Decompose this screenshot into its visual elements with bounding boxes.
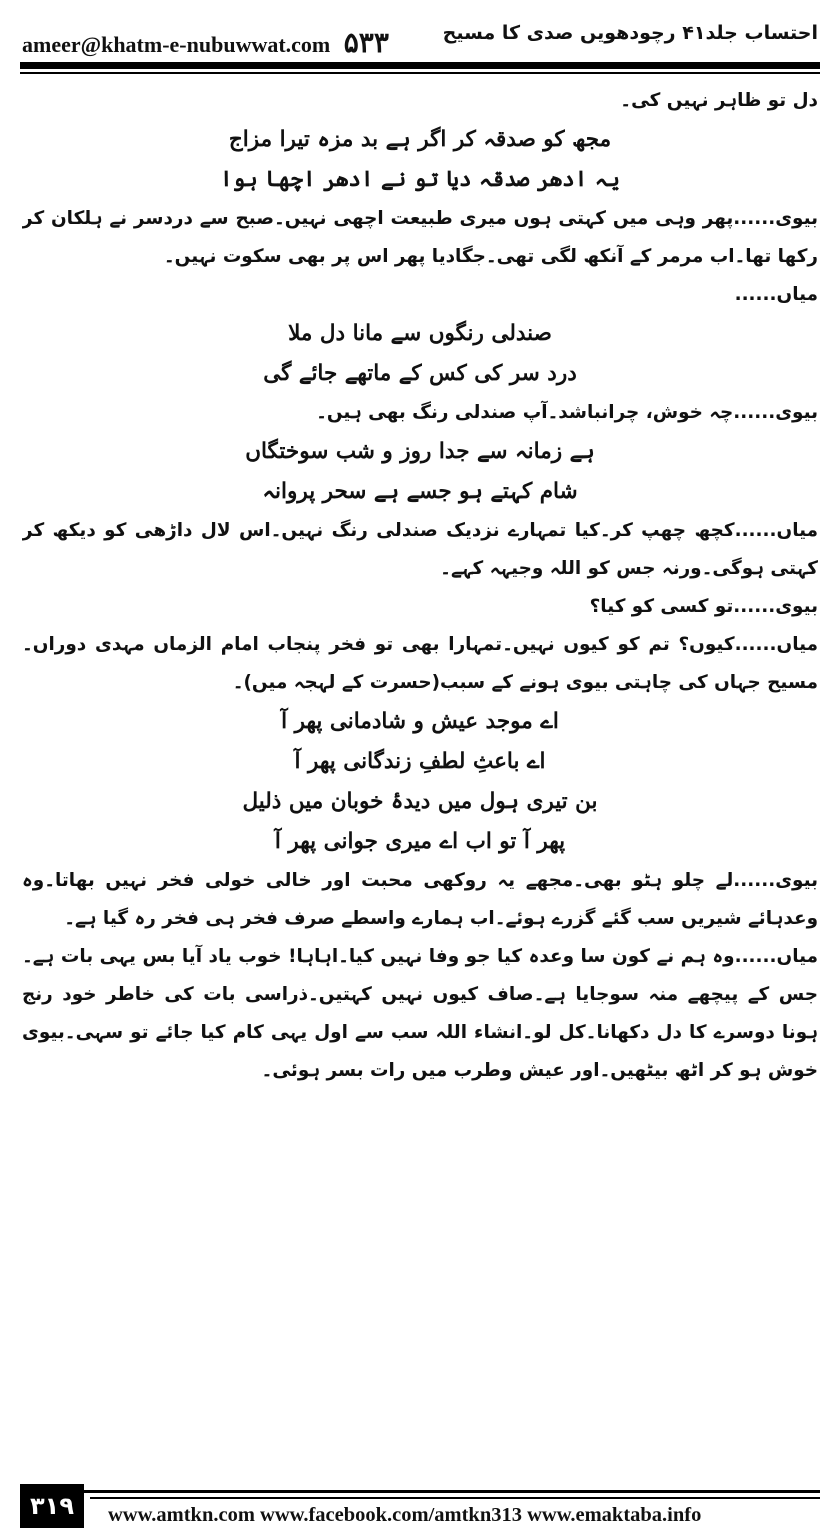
prose-paragraph: میاں......وہ ہم نے کون سا وعدہ کیا جو وفا نہیں کیا۔اہاہا! خوب یاد آیا بس یہی بات ہے۔جس کے پیچھے منہ سوجایا ہے۔صاف کیوں نہیں کہتیں۔ذراسی بات کی خاطر خود رنج ہونا دوسرے کا دل دکھانا۔کل لو۔انشاء اللہ سب سے اول یہی کام کیا جائے تو سہی۔بیوی خوش ہو کر اٹھ بیٹھیں۔اور عیش وطرب میں رات بسر ہوئی۔ [22,946,818,1081]
footer-rule [20,1490,820,1493]
header-email: ameer@khatm-e-nubuwwat.com [22,32,331,57]
header-left [22,26,389,60]
verse-line: شام کہتے ہو جسے ہے سحر پروانہ [262,479,578,504]
prose-paragraph: میاں......کیوں؟ تم کو کیوں نہیں۔تمہارا بھی تو فخر پنجاب امام الزماں مہدی دوراں۔مسیح جہاں کی چاہتی بیوی ہونے کے سبب(حسرت کے لہجہ میں)۔ [22,634,818,693]
verse-line: بن تیری ہول میں دیدۂ خوبان میں ذلیل [242,789,598,814]
header-book-title: احتساب جلد۴۱ رچودھویں صدی کا مسیح [442,22,818,44]
footer-links: www.amtkn.com www.facebook.com/amtkn313 www.emaktaba.info [108,1504,702,1526]
verse-line: یہ ادھر صدقہ دیا تو نے ادھر اچھا ہوا [219,167,621,192]
page-header [0,0,840,72]
prose-paragraph: میاں......کچھ چھپ کر۔کیا تمہارے نزدیک صندلی رنگ نہیں۔اس لال داڑھی کو دیکھ کر کہتی ہوگی۔ورنہ جس کو اللہ وجیہہ کہے۔ [22,520,818,579]
footer-page-number: ۳۱۹ [20,1484,84,1528]
page-footer [0,1460,840,1540]
header-page-number: ۵۳۳ [343,28,389,59]
prose-paragraph: دل تو ظاہر نہیں کی۔ [620,90,818,111]
verse-line: مجھ کو صدقہ کر اگر ہے بد مزہ تیرا مزاج [228,127,612,152]
speaker-line: میاں...... [734,284,818,305]
prose-paragraph: بیوی......پھر وہی میں کہتی ہوں میری طبیعت اچھی نہیں۔صبح سے دردسر نے ہلکان کر رکھا تھا۔اب مرمر کے آنکھ لگی تھی۔جگادیا پھر اس پر بھی سکوت نہیں۔ [22,208,818,267]
verse-line: پھر آ تو اب اے میری جوانی پھر آ [274,829,566,854]
verse-line: درد سر کی کس کے ماتھے جائے گی [263,361,577,386]
verse-line: اے باعثِ لطفِ زندگانی پھر آ [294,749,546,774]
prose-paragraph: بیوی......لے چلو ہٹو بھی۔مجھے یہ روکھی محبت اور خالی خولی فخر نہیں بھاتا۔وہ وعدہائے شیریں سب گئے گزرے ہوئے۔اب ہمارے واسطے صرف فخر ہی فخر رہ گیا ہے۔ [22,870,818,929]
page-content [22,82,818,1450]
prose-paragraph: بیوی......تو کسی کو کیا؟ [589,596,818,617]
verse-line: ہے زمانہ سے جدا روز و شب سوختگاں [245,439,595,464]
verse-line: صندلی رنگوں سے مانا دل ملا [288,321,552,346]
header-rule-thin [20,72,820,74]
prose-paragraph: بیوی......چہ خوش، چرانباشد۔آپ صندلی رنگ بھی ہیں۔ [316,402,818,423]
header-rule-thick [20,62,820,69]
verse-line: اے موجد عیش و شادمانی پھر آ [281,709,559,734]
footer-rule-thin [90,1497,820,1499]
